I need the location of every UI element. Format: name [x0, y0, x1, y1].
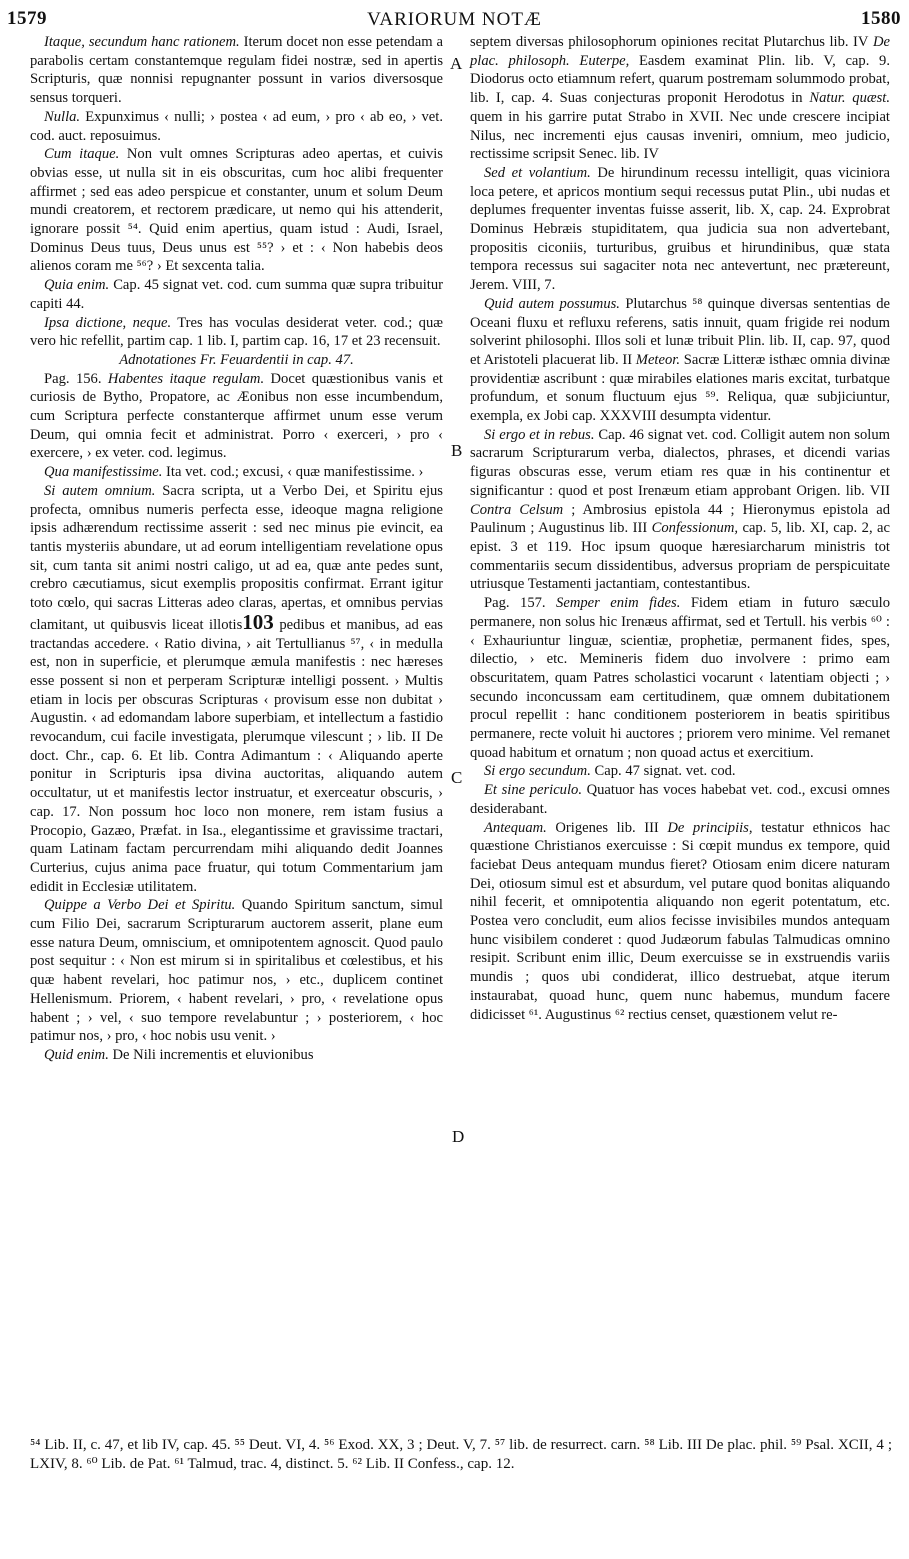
note-text: quem in his garrire putat Strabo in XVII. Nec unde crescere incipiat Nilus, nec incrementi ejus causas inveniri, omnium, meo judicio, rectissime scripsit Senec. lib. IV — [470, 108, 890, 163]
paragraph — [30, 351, 443, 370]
note-text: Origenes lib. III — [546, 819, 659, 836]
note-text: De hirundinum recessu intelligit, quas viciniora loca petere, et apricos montium sequi recessus putat Plin., ubi nudas et deplumes frequenter inventas fuisse asserit, lib. X, cap. 24. Exprobrat Dominus Hebræis stupiditatem, qua judicia sua non advertebant, propositis ciconiis, turturibus, gruibus et hirundinibus, quæ stata tempora recessus sui sagaciter nota nec antevertunt, nec prætereunt, Jerem. VIII, 7. — [470, 164, 890, 294]
note-text: Easdem examinat Plin. lib. V, cap. 9. Diodorus octo etiamnum refert, quarum postremam solummodo probat, lib. I, cap. 4. Suas conjecturas proponit Herodotus in — [470, 52, 890, 107]
lemma: Quippe a Verbo Dei et Spiritu. — [44, 897, 236, 914]
note-text: Ita vet. cod.; excusi, ‹ quæ manifestissime. › — [162, 464, 424, 481]
lemma: Sed et volantium. — [484, 164, 591, 181]
lemma: Nulla. — [44, 108, 81, 125]
note-text: testatur ethnicos hac quæstione Christianos exercuisse : Si cœpit mundus ex tempore, quid faciebat Deus antequam mundus fieret? Otiosam enim dicere naturam Dei, otiosum simul est et absurdum, vel putare quod bonitas aliquando nihil fecerit, et omnipotentia aliquando non egerit potentatum, etc. Postea vero concludit, eum alios fecisse invisibiles mundos antequam hunc visibilem conderet : quod Judæorum fabulas Talmudicas omnino resipit. Scribunt enim illic, Deum exercuisse se in exstruendis variis mundis ; quos ubi condiderat, illico destruebat, atque iterum instaurabat, quoad hunc, quem nunc habemus, mundum facere didicisset ⁶¹. Augustinus ⁶² rectius censet, quæstionem velut re- — [470, 819, 890, 1023]
left-column — [30, 33, 443, 1065]
section-marker-a: A — [450, 54, 463, 73]
note-text: De Nili incrementis et eluvionibus — [108, 1046, 314, 1063]
lemma: Qua manifestissime. — [44, 464, 163, 481]
cited-title: Contra Celsum — [470, 501, 564, 518]
page-header — [0, 0, 909, 34]
note-text: Cap. 45 signat vet. cod. cum summa quæ supra tribuitur capiti 44. — [30, 277, 443, 312]
lemma: Quid autem possumus. — [484, 295, 620, 312]
paragraph — [30, 314, 443, 351]
page-number-left: 1579 — [7, 8, 47, 29]
page-reference: Pag. 156. — [44, 370, 102, 387]
lemma: Si ergo et in rebus. — [484, 426, 595, 443]
lemma: Itaque, secundum hanc rationem. — [44, 34, 240, 50]
note-text: ; Ambrosius epistola 44 ; Hieronymus epistola ad Paulinum ; Augustinus lib. III — [470, 501, 890, 537]
note-text: Quando Spiritum sanctum, simul cum Filio Dei, sacrarum Scripturarum auctorem asserit, plane eum esse natura Deum, omniscium, et omnipotentem agnoscit. Quod paulo post sequitur : ‹ Non est mirum si in spiritalibus et cœlestibus, et his quæ habent revelari, hoc patimur nos, › etc., duplicem continet Hellenismum. Priorem, ‹ habent revelari, › pro, ‹ revelatione opus habent ; › vel, ‹ suo tempore revelabuntur ; › posteriorem, ‹ hoc patimur nos, › pro, ‹ hoc nobis usu venit. › — [30, 897, 443, 1045]
paragraph — [470, 594, 890, 762]
note-text: Docet quæstionibus vanis et curiosis de Bytho, Propatore, ac Æonibus non esse incumbendum, cum Scriptura perfecte constanterque affirmet unum esse verum Deum, qui omnia fecit et administrat. Porro ‹ exerceri, › pro ‹ exercere, › ex veter. cod. legimus. — [30, 370, 443, 462]
section-marker-d: D — [452, 1127, 465, 1146]
lemma: Semper enim fides. — [545, 595, 681, 612]
note-text: Cap. 46 signat vet. cod. Colligit autem non solum sacrarum Scripturarum verba, dialectos, phrases, et dicendi varias figuras obscuras esse, verum etiam res quæ in his continentur et significantur : quod et post Irenæum etiam approbant Origen. lib. VII — [470, 426, 890, 499]
paragraph — [30, 482, 443, 896]
cited-title: De principiis, — [658, 819, 753, 836]
note-text: septem diversas philosophorum opiniones recitat Plutarchus lib. IV — [470, 34, 869, 50]
note-text: cap. 5, lib. XI, cap. 2, ac epist. 3 et 119. Hoc ipsum quoque hæresiarcharum ministris tot commentariis secum dissidentibus, adversus propriam de perspicuitate utriusque Testamenti jactantiam, contestantibus. — [470, 520, 891, 593]
note-text: pedibus et manibus, ad eas tractandas accedere. ‹ Ratio divina, › ait Tertullianus ⁵⁷, ‹ in medulla est, non in superficie, et plerumque æmula manifestis : nec hæreses esse possent si non et perperam Scripturæ intelligi possent. › Multis etiam in locis per obscuras Scripturas ‹ provisum esse non dubitat › Augustin. ‹ ad edomandam labore superbiam, et intellectum a fastidio revocandum, cui facile investigata, plerumque vilescunt ; › lib. II De doct. Chr., cap. 6. Et lib. Contra Adimantum : ‹ Aliquando aperte ponitur in Scripturis ipsa divina auctoritas, aliquando autem occultatur, ut et manifestis lector instruatur, et exerceatur obscuris, › cap. 17. Non possum hoc loco non monere, rem istam fusius a Procopio, Gazæo, Præfat. in Isa., elegantissime et gravissime tractari, quam Latinam factam percurrendam mihi aliquando dedit Joannes Curterius, cujus anima pace fruatur, qui totum Commentarium jam edidit in Ecclesiæ utilitatem. — [30, 616, 443, 895]
paragraph — [30, 463, 443, 482]
section-marker-c: C — [451, 768, 463, 787]
paragraph — [470, 819, 890, 1025]
note-text: Expunximus ‹ nulli; › postea ‹ ad eum, › pro ‹ ab eo, › vet. cod. auct. reposuimus. — [30, 108, 443, 144]
paragraph — [470, 164, 890, 295]
paragraph — [470, 781, 890, 818]
note-text: Fidem etiam in futuro sæculo permanere, non solus hic Irenæus affirmat, sed et Tertull. his verbis ⁶⁰ : ‹ Exhauriuntur linguæ, scientiæ, prophetiæ, permanent fides, spes, dilectio, › etc. Memineris fidem duo involvere : primo eam obscuritatem, quam Patres scholastici vocarunt ‹ latentiam objecti ; › secundo inconcussam eam certitudinem, quæ omnem dubitationem procul repellit : hanc conditionem posteriorem in beatis spiritibus permanere, recte voluit hi auctores ; priorem vero minime. Vel remanet quoad habitum et ornatum ; non quoad actus et exercitium. — [470, 595, 890, 761]
note-text: Sacræ Litteræ isthæc omnia divinæ providentiæ ascribunt : quæ mirabiles elationes maris excitat, turbatque profundum, et sonum fluctuum ejus ⁵⁹. Reliqua, quæ subjiciuntur, exempla, ex Jobi cap. XXXVIII desumpta videntur. — [470, 351, 890, 425]
paragraph — [30, 33, 443, 108]
lemma: Et sine periculo. — [484, 782, 582, 799]
cited-title: Confessionum, — [647, 520, 739, 537]
paragraph — [470, 33, 890, 164]
paragraph — [30, 108, 443, 145]
running-title: VARIORUM NOTÆ — [367, 9, 542, 30]
paragraph — [30, 896, 443, 1046]
note-text: Plutarchus ⁵⁸ quinque diversas sententias de Oceani fluxu et refluxu referens, satis innuit, quam frigide rei nodum solverint philosophi. Illos soli et lunæ tribuit Plin. lib. II, cap. 97, quod et Aristoteli placuerat lib. II — [470, 295, 891, 368]
paragraph — [30, 1046, 443, 1065]
footnotes: ⁵⁴ Lib. II, c. 47, et lib IV, cap. 45. ⁵⁵ Deut. VI, 4. ⁵⁶ Exod. XX, 3 ; Deut. V, 7. ⁵⁷ lib. de resurrect. carn. ⁵⁸ Lib. III De plac. phil. ⁵⁹ Psal. XCII, 4 ; LXIV, 8. ⁶⁰ Lib. de Pat. ⁶¹ Talmud, trac. 4, distinct. 5. ⁶² Lib. II Confess., cap. 12. — [30, 1437, 892, 1472]
right-column — [470, 33, 890, 1024]
section-marker-b: B — [451, 441, 463, 460]
lemma: Si ergo secundum. — [484, 763, 591, 780]
note-text: Non vult omnes Scripturas adeo apertas, et cuivis obvias esse, ut nulla sit in eis obscuritas, cum hoc alibi frequenter affirmet ; sed eas adeo perspicue et constanter, unum et solum Deum mundi creatorem, et rectorem prædicare, ut nemo qui his attenderit, ignorare possit ⁵⁴. Quid enim apertius, quam istud : Audi, Israel, Dominus Deus tuus, Deus unus est ⁵⁵? › et : ‹ Non habebis deos alienos coram me ⁵⁶? › Et sexcenta talia. — [30, 146, 443, 275]
paragraph — [470, 762, 890, 781]
cited-title: Euterpe, — [569, 52, 630, 69]
cited-title: Natur. quæst. — [802, 90, 890, 107]
note-text: Tres has voculas desiderat veter. cod.; quæ vero hic refellit, partim cap. 1 lib. I, partim cap. 16, 17 et 23 recensuit. — [30, 314, 443, 350]
lemma: Cum itaque. — [44, 146, 120, 163]
lemma: Quia enim. — [44, 277, 110, 294]
paragraph — [470, 295, 890, 426]
note-text: Iterum docet non esse petendam a parabolis certam constantemque regulam fidei nostræ, sed in apertis Scripturis, quæ nonnisi repugnanter possunt in varios diversosque sensus torqueri. — [30, 34, 443, 107]
note-text: Sacra scripta, ut a Verbo Dei, et Spiritu ejus profecta, omnibus numeris perfecta esse, ideoque magna religione ipsis adhærendum rectissime asserit : sed nec minus pie evincit, ea tantis mysteriis abundare, ut ad eorum intelligentiam revelatione opus sit, cum tanta sit animi nostri caligo, ut ad ea, quæ ante pedes sunt, crebro cæcutiamus, sicut exemplis propositis confirmat. Errant igitur toto cœlo, qui sacras Litteras adeo claras, apertas, et omnibus pervias clamitant, ut quibusvis liceat illotis — [30, 482, 443, 633]
page-number-right: 1580 — [861, 8, 901, 29]
lemma: Quid enim. — [44, 1046, 109, 1063]
cited-title: De plac. philosoph. — [470, 34, 891, 69]
lemma: Ipsa dictione, neque. — [44, 314, 172, 331]
note-text: Quatuor has voces habebat vet. cod., excusi omnes desiderabant. — [470, 782, 890, 817]
lemma: Antequam. — [484, 819, 547, 836]
page-reference: Pag. 157. — [484, 595, 546, 612]
lemma: Habentes itaque regulam. — [101, 370, 265, 387]
section-heading: Adnotationes Fr. Feuardentii in cap. 47. — [119, 351, 354, 368]
column-number: 103 — [242, 609, 274, 634]
paragraph — [30, 370, 443, 464]
paragraph — [30, 145, 443, 276]
paragraph — [470, 426, 890, 594]
note-text: Cap. 47 signat. vet. cod. — [590, 763, 736, 780]
paragraph — [30, 276, 443, 313]
cited-title: Meteor. — [632, 351, 680, 368]
lemma: Si autem omnium. — [44, 482, 156, 499]
